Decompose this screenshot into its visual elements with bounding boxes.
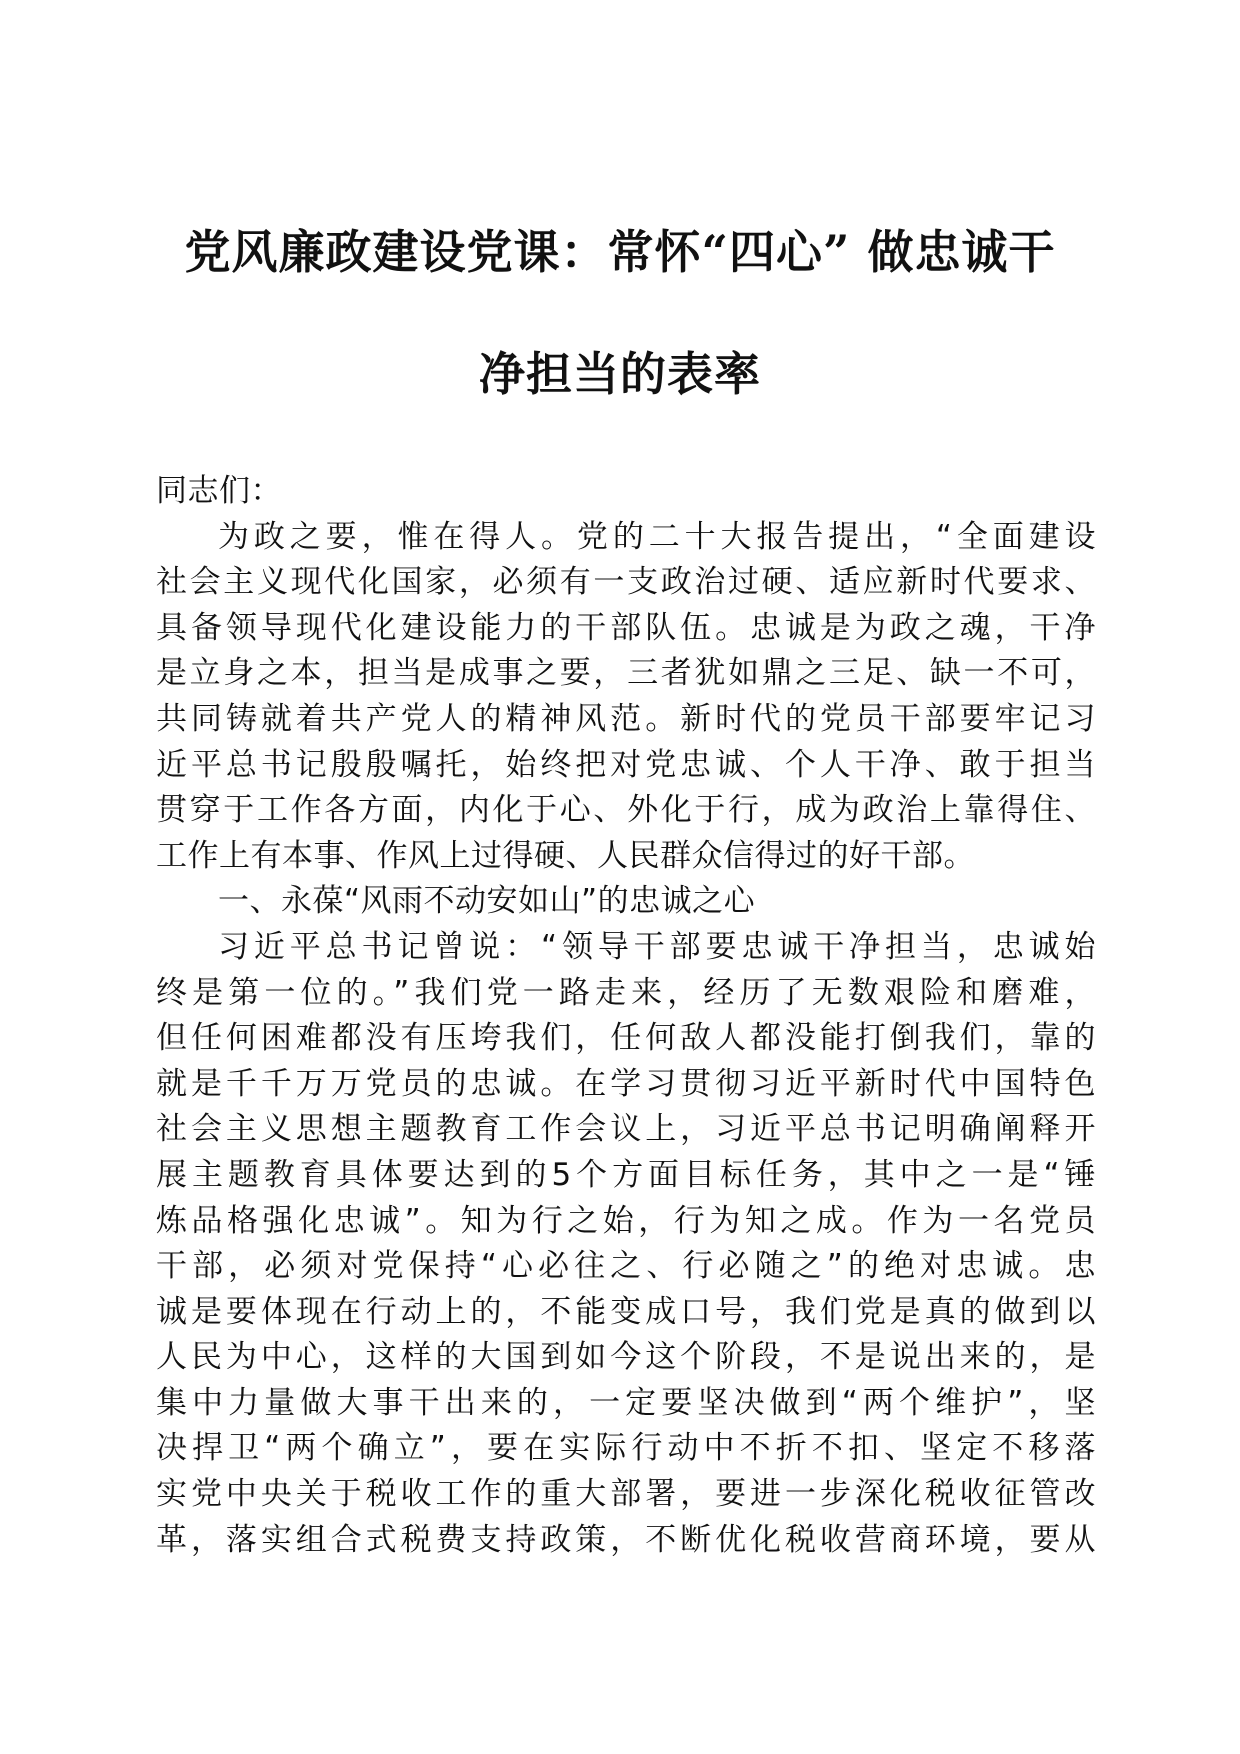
paragraph-2-line: 决捍卫“两个确立”，要在实际行动中不折不扣、坚定不移落 bbox=[156, 1430, 1096, 1467]
section-heading-1: 一、永葆“风雨不动安如山”的忠诚之心 bbox=[218, 883, 756, 920]
document-body bbox=[156, 469, 1096, 1563]
paragraph-2-line: 展主题教育具体要达到的5个方面目标任务，其中之一是“锤 bbox=[156, 1156, 1096, 1193]
paragraph-1-line: 共同铸就着共产党人的精神风范。新时代的党员干部要牢记习 bbox=[156, 700, 1096, 737]
document-title-line-1: 党风廉政建设党课：常怀“四心” 做忠诚干 bbox=[184, 225, 1056, 279]
paragraph-2-line: 实党中央关于税收工作的重大部署，要进一步深化税收征管改 bbox=[156, 1476, 1096, 1513]
paragraph-1-line: 社会主义现代化国家，必须有一支政治过硬、适应新时代要求、 bbox=[156, 564, 1096, 601]
paragraph-2-line: 炼品格强化忠诚”。知为行之始，行为知之成。作为一名党员 bbox=[156, 1202, 1096, 1239]
paragraph-1-line: 近平总书记殷殷嘱托，始终把对党忠诚、个人干净、敢于担当 bbox=[156, 746, 1096, 783]
paragraph-1-line: 是立身之本，担当是成事之要，三者犹如鼎之三足、缺一不可， bbox=[156, 655, 1096, 692]
paragraph-1-line: 工作上有本事、作风上过得硬、人民群众信得过的好干部。 bbox=[156, 837, 975, 874]
paragraph-2-line: 干部，必须对党保持“心必往之、行必随之”的绝对忠诚。忠 bbox=[156, 1248, 1096, 1285]
paragraph-1-line: 贯穿于工作各方面，内化于心、外化于行，成为政治上靠得住、 bbox=[156, 792, 1096, 829]
paragraph-2-line: 集中力量做大事干出来的，一定要坚决做到“两个维护”，坚 bbox=[156, 1384, 1096, 1421]
paragraph-2-line: 诚是要体现在行动上的，不能变成口号，我们党是真的做到以 bbox=[156, 1293, 1096, 1330]
paragraph-1-line: 为政之要，惟在得人。党的二十大报告提出，“全面建设 bbox=[218, 518, 1096, 555]
paragraph-2-line: 社会主义思想主题教育工作会议上，习近平总书记明确阐释开 bbox=[156, 1111, 1096, 1148]
paragraph-1-line: 具备领导现代化建设能力的干部队伍。忠诚是为政之魂，干净 bbox=[156, 609, 1096, 646]
paragraph-2-line: 就是千千万万党员的忠诚。在学习贯彻习近平新时代中国特色 bbox=[156, 1065, 1096, 1102]
paragraph-2-line: 终是第一位的。”我们党一路走来，经历了无数艰险和磨难， bbox=[156, 974, 1096, 1011]
paragraph-2-line: 人民为中心，这样的大国到如今这个阶段，不是说出来的，是 bbox=[156, 1339, 1096, 1376]
salutation: 同志们： bbox=[156, 473, 282, 509]
paragraph-2-line: 习近平总书记曾说：“领导干部要忠诚干净担当，忠诚始 bbox=[218, 928, 1096, 965]
paragraph-2-line: 革，落实组合式税费支持政策，不断优化税收营商环境，要从 bbox=[156, 1521, 1096, 1558]
paragraph-2-line: 但任何困难都没有压垮我们，任何敌人都没能打倒我们，靠的 bbox=[156, 1020, 1096, 1057]
document-title-line-2: 净担当的表率 bbox=[479, 347, 761, 401]
